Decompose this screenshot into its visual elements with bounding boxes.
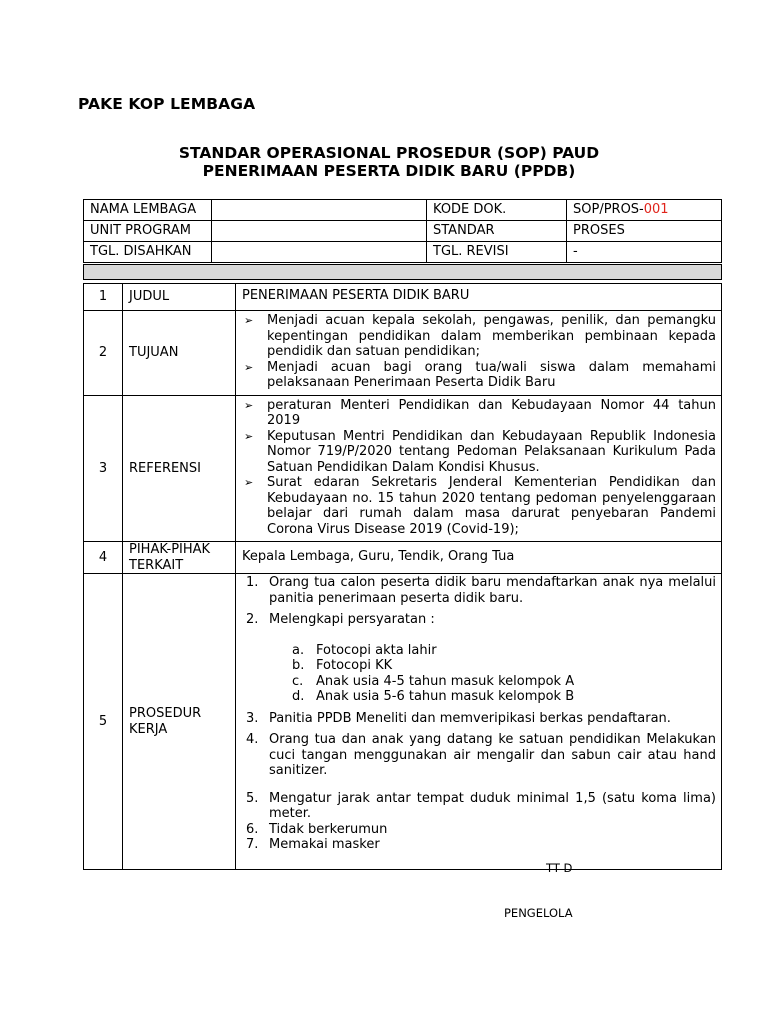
list-item-text: Menjadi acuan kepala sekolah, pengawas, penilik, dan pemangku kepentingan pendidikan dalam memberikan pembinaan kepada pendidik dan satuan pendidikan; bbox=[267, 313, 716, 359]
info-label: STANDAR bbox=[427, 221, 567, 242]
row-number: 4 bbox=[84, 542, 123, 574]
step-text: Orang tua calon peserta didik baru mendaftarkan anak nya melalui panitia penerimaan peserta didik baru. bbox=[269, 575, 716, 606]
row-label-line: PIHAK-PIHAK bbox=[129, 542, 211, 557]
list-item bbox=[242, 313, 716, 360]
list-item-text: Keputusan Mentri Pendidikan dan Kebudayaan Republik Indonesia Nomor 719/P/2020 tentang Pedoman Pelaksanaan Kurikulum Pada Satuan Pendidikan Dalam Kondisi Khusus. bbox=[267, 428, 716, 475]
procedure-step bbox=[242, 837, 716, 853]
requirement-text: Anak usia 4-5 tahun masuk kelompok A bbox=[316, 673, 575, 689]
info-row bbox=[84, 221, 722, 242]
requirement-item bbox=[242, 658, 716, 674]
info-label: KODE DOK. bbox=[427, 200, 567, 221]
row-label-line: KERJA bbox=[129, 721, 168, 737]
row-number: 2 bbox=[84, 311, 123, 396]
row-label bbox=[123, 542, 236, 574]
list-item bbox=[242, 475, 716, 537]
arrow-bullet-icon: ➢ bbox=[244, 429, 254, 443]
row-number: 3 bbox=[84, 395, 123, 542]
document-title-line2: PENERIMAAN PESERTA DIDIK BARU (PPDB) bbox=[202, 162, 576, 180]
document-info-table bbox=[83, 199, 722, 263]
sop-row-pihak-terkait bbox=[84, 542, 722, 574]
list-item bbox=[242, 429, 716, 476]
step-number: 7. bbox=[246, 837, 259, 852]
row-label: JUDUL bbox=[123, 284, 236, 311]
info-label: UNIT PROGRAM bbox=[84, 221, 212, 242]
signature-ttd: TT D bbox=[546, 861, 573, 875]
info-value: - bbox=[567, 242, 722, 263]
list-item bbox=[242, 360, 716, 391]
info-value bbox=[212, 221, 427, 242]
sop-row-prosedur-kerja bbox=[84, 574, 722, 870]
info-row bbox=[84, 242, 722, 263]
row-number: 1 bbox=[84, 284, 123, 311]
procedure-step bbox=[242, 822, 716, 838]
procedure-step bbox=[242, 575, 716, 606]
info-label: NAMA LEMBAGA bbox=[84, 200, 212, 221]
arrow-bullet-icon: ➢ bbox=[244, 360, 254, 374]
step-number: 1. bbox=[246, 575, 259, 590]
list-item bbox=[242, 398, 716, 429]
signature-role: PENGELOLA bbox=[504, 906, 573, 920]
row-label-line: TERKAIT bbox=[129, 557, 184, 573]
kode-dok-prefix: SOP/PROS- bbox=[573, 202, 644, 217]
requirement-letter: b. bbox=[292, 658, 305, 673]
info-value: PROSES bbox=[567, 221, 722, 242]
requirement-text: Fotocopi akta lahir bbox=[316, 642, 437, 658]
step-text: Melengkapi persyaratan : bbox=[269, 612, 435, 627]
arrow-bullet-icon: ➢ bbox=[244, 398, 254, 412]
requirement-letter: d. bbox=[292, 689, 305, 704]
procedure-step bbox=[242, 612, 716, 628]
requirement-item bbox=[242, 689, 716, 705]
requirement-text: Anak usia 5-6 tahun masuk kelompok B bbox=[316, 689, 575, 704]
step-text: Mengatur jarak antar tempat duduk minimal 1,5 (satu koma lima) meter. bbox=[269, 790, 716, 821]
row-label bbox=[123, 574, 236, 870]
row-number: 5 bbox=[84, 574, 123, 870]
row-content: Kepala Lembaga, Guru, Tendik, Orang Tua bbox=[236, 542, 722, 574]
row-label: REFERENSI bbox=[123, 395, 236, 542]
step-number: 3. bbox=[246, 710, 259, 726]
procedure-step bbox=[242, 732, 716, 779]
row-label: TUJUAN bbox=[123, 311, 236, 396]
step-number: 5. bbox=[246, 790, 259, 806]
info-label: TGL. REVISI bbox=[427, 242, 567, 263]
procedure-step bbox=[242, 711, 716, 727]
kop-placeholder: PAKE KOP LEMBAGA bbox=[78, 95, 256, 113]
step-text: Orang tua dan anak yang datang ke satuan pendidikan Melakukan cuci tangan menggunakan air mengalir dan sabun cair atau hand sanitizer. bbox=[269, 732, 716, 778]
requirement-letter: c. bbox=[292, 673, 304, 689]
info-value-kode-dok bbox=[567, 200, 722, 221]
info-value bbox=[212, 200, 427, 221]
row-content bbox=[236, 395, 722, 542]
row-label-line: PROSEDUR bbox=[129, 706, 202, 721]
info-value bbox=[212, 242, 427, 263]
list-item-text: Surat edaran Sekretaris Jenderal Kementerian Pendidikan dan Kebudayaan no. 15 tahun 2020 tentang pedoman penyelenggaraan belajar dari rumah dalam masa darurat penyebaran Pandemi Corona Virus Disease 2019 (Covid-19); bbox=[267, 475, 716, 537]
procedure-step bbox=[242, 791, 716, 822]
sop-row-referensi bbox=[84, 395, 722, 542]
sop-content-table bbox=[83, 283, 722, 870]
section-separator bbox=[83, 264, 722, 280]
requirement-letter: a. bbox=[292, 642, 305, 658]
step-text: Panitia PPDB Meneliti dan memveripikasi berkas pendaftaran. bbox=[269, 710, 671, 726]
kode-dok-number: 001 bbox=[643, 202, 669, 217]
info-row bbox=[84, 200, 722, 221]
row-content bbox=[236, 311, 722, 396]
row-content: PENERIMAAN PESERTA DIDIK BARU bbox=[236, 284, 722, 311]
requirement-item bbox=[242, 674, 716, 690]
sop-row-tujuan bbox=[84, 311, 722, 396]
step-number: 2. bbox=[246, 612, 259, 627]
step-number: 6. bbox=[246, 821, 259, 837]
info-label: TGL. DISAHKAN bbox=[84, 242, 212, 263]
sop-row-judul bbox=[84, 284, 722, 311]
list-item-text: Menjadi acuan bagi orang tua/wali siswa dalam memahami pelaksanaan Penerimaan Peserta Didik Baru bbox=[267, 359, 716, 390]
requirement-text: Fotocopi KK bbox=[316, 658, 393, 673]
step-text: Memakai masker bbox=[269, 837, 380, 852]
list-item-text: peraturan Menteri Pendidikan dan Kebudayaan Nomor 44 tahun 2019 bbox=[267, 397, 716, 428]
step-text: Tidak berkerumun bbox=[269, 821, 388, 837]
document-title-line1: STANDAR OPERASIONAL PROSEDUR (SOP) PAUD bbox=[178, 144, 600, 162]
row-content bbox=[236, 574, 722, 870]
requirement-item bbox=[242, 643, 716, 659]
arrow-bullet-icon: ➢ bbox=[244, 476, 254, 489]
step-number: 4. bbox=[246, 732, 259, 747]
arrow-bullet-icon: ➢ bbox=[244, 314, 254, 327]
